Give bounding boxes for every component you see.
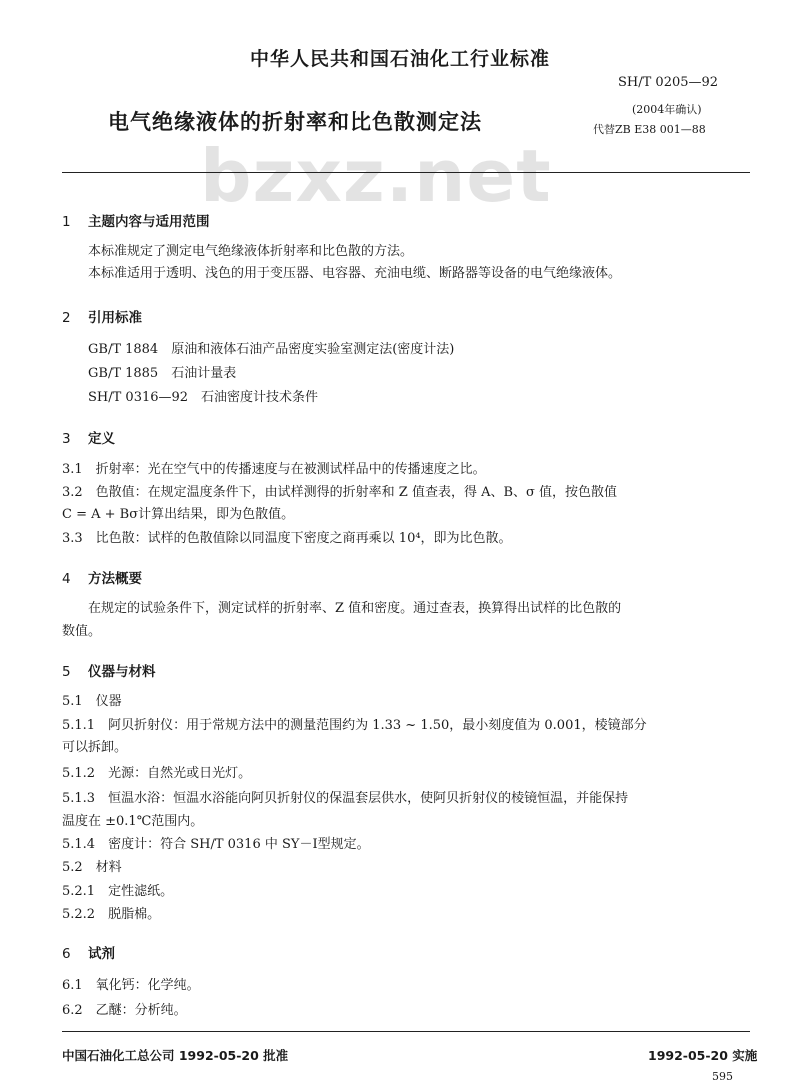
replaces-note: 代替ZB E38 001—88	[593, 123, 706, 136]
section-1-paragraph-2: 本标准适用于透明、浅色的用于变压器、电容器、充油电缆、断路器等设备的电气绝缘液体。	[88, 266, 622, 281]
definition-3-2-line-2: C = A + Bσ计算出结果，即为色散值。	[62, 507, 295, 522]
section-4-paragraph-line-2: 数值。	[62, 624, 102, 639]
clause-5-1-1-line-2: 可以拆卸。	[62, 740, 128, 755]
section-3-heading	[62, 427, 115, 447]
section-title: 主题内容与适用范围	[88, 214, 210, 230]
standard-code: SH/T 0205—92	[618, 75, 719, 90]
section-5-heading	[62, 660, 156, 680]
section-title: 方法概要	[88, 571, 142, 587]
section-number: 1	[62, 214, 71, 230]
document-title: 电气绝缘液体的折射率和比色散测定法	[108, 110, 482, 134]
clause-5-2-1: 5.2.1 定性滤纸。	[62, 884, 174, 899]
section-number: 2	[62, 310, 71, 326]
definition-3-3: 3.3 比色散：试样的色散值除以同温度下密度之商再乘以 10⁴，即为比色散。	[62, 531, 512, 546]
definition-3-2-line-1: 3.2 色散值：在规定温度条件下，由试样测得的折射率和 Z 值查表，得 A、B、σ 值，按色散值	[62, 485, 618, 500]
clause-6-2: 6.2 乙醚：分析纯。	[62, 1003, 187, 1018]
clause-5-1-4: 5.1.4 密度计：符合 SH/T 0316 中 SY－Ⅰ型规定。	[62, 837, 370, 852]
header-divider	[62, 172, 750, 173]
clause-5-1: 5.1 仪器	[62, 694, 122, 709]
section-title: 引用标准	[88, 310, 142, 326]
reference-gb-t-1885: GB/T 1885 石油计量表	[88, 366, 237, 381]
industry-standard-title: 中华人民共和国石油化工行业标准	[249, 48, 550, 70]
clause-6-1: 6.1 氧化钙：化学纯。	[62, 978, 200, 993]
page-number: 595	[712, 1070, 733, 1083]
section-number: 6	[62, 946, 71, 962]
definition-3-1: 3.1 折射率：光在空气中的传播速度与在被测试样品中的传播速度之比。	[62, 462, 486, 477]
clause-5-2-2: 5.2.2 脱脂棉。	[62, 907, 161, 922]
footer-divider	[62, 1031, 750, 1032]
section-number: 4	[62, 571, 71, 587]
section-title: 仪器与材料	[88, 664, 156, 680]
implementation-date: 1992-05-20 实施	[648, 1048, 758, 1063]
section-2-heading	[62, 306, 142, 326]
clause-5-2: 5.2 材料	[62, 860, 122, 875]
reference-gb-t-1884: GB/T 1884 原油和液体石油产品密度实验室测定法(密度计法)	[88, 342, 455, 357]
section-4-paragraph-line-1: 在规定的试验条件下，测定试样的折射率、Z 值和密度。通过查表，换算得出试样的比色散的	[88, 601, 622, 616]
clause-5-1-1-line-1: 5.1.1 阿贝折射仪：用于常规方法中的测量范围约为 1.33 ~ 1.50，最小刻度值为 0.001，棱镜部分	[62, 718, 647, 733]
section-6-heading	[62, 942, 115, 962]
section-number: 5	[62, 664, 71, 680]
clause-5-1-3-line-2: 温度在 ±0.1℃范围内。	[62, 814, 204, 829]
watermark: bzxz.net	[200, 134, 552, 218]
section-number: 3	[62, 431, 71, 447]
section-1-heading	[62, 210, 210, 230]
clause-5-1-3-line-1: 5.1.3 恒温水浴：恒温水浴能向阿贝折射仪的保温套层供水，使阿贝折射仪的棱镜恒温，并能保持	[62, 791, 629, 806]
section-1-paragraph-1: 本标准规定了测定电气绝缘液体折射率和比色散的方法。	[88, 244, 414, 259]
section-4-heading	[62, 567, 142, 587]
approval-note: 中国石油化工总公司 1992-05-20 批准	[62, 1048, 289, 1063]
reference-sh-t-0316: SH/T 0316—92 石油密度计技术条件	[88, 390, 319, 405]
clause-5-1-2: 5.1.2 光源：自然光或日光灯。	[62, 766, 252, 781]
reaffirmation-note: (2004年确认)	[632, 103, 702, 116]
section-title: 试剂	[88, 946, 115, 962]
section-title: 定义	[88, 431, 115, 447]
